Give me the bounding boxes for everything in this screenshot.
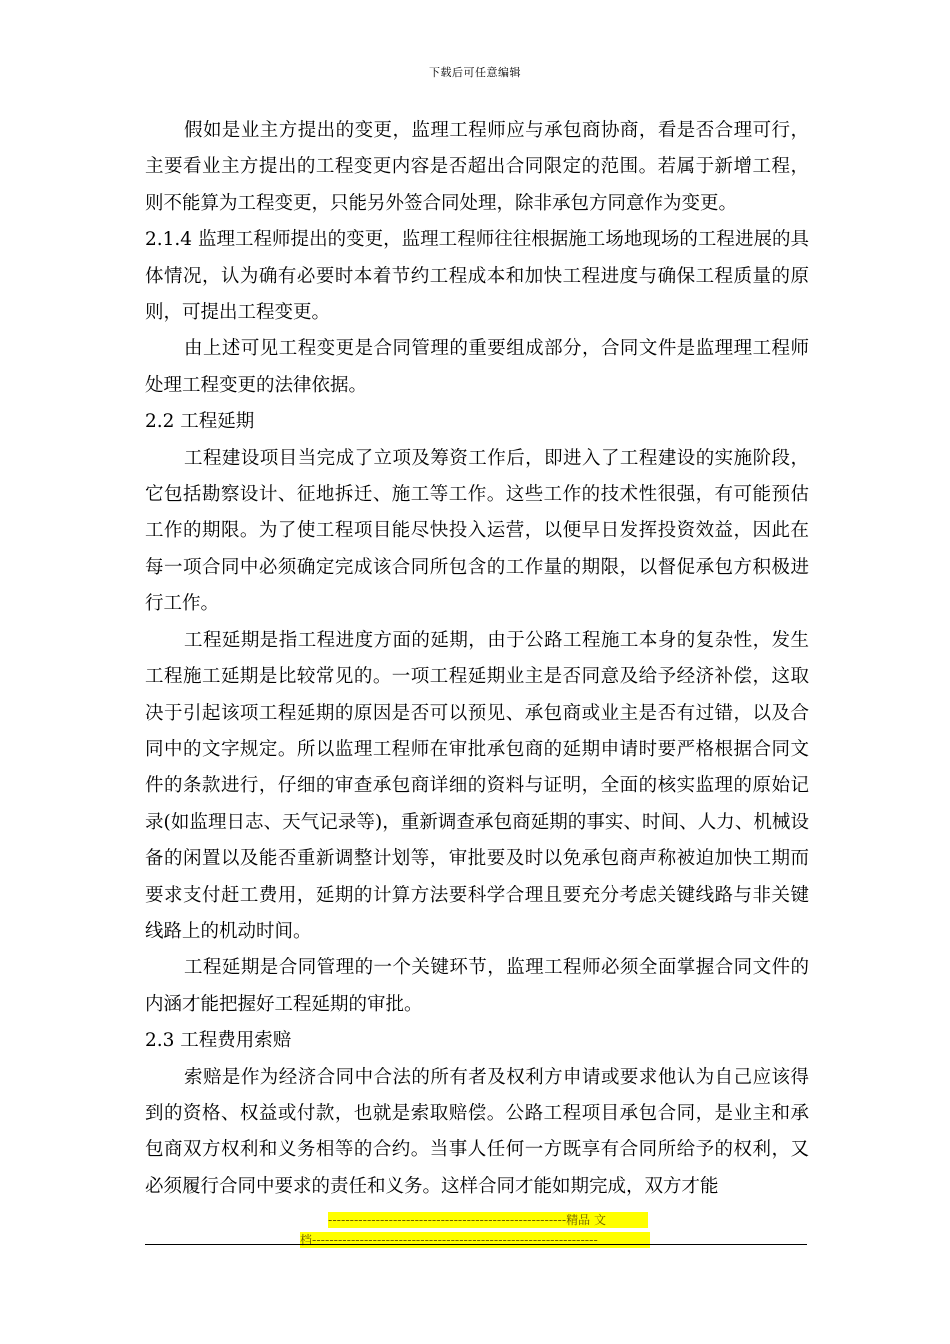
paragraph-claims: 索赔是作为经济合同中合法的所有者及权利方申请或要求他认为自己应该得到的资格、权益或付款，也就是索取赔偿。公路工程项目承包合同，是业主和承包商双方权利和义务相等的合约。当事人任何一方既享有合同所给予的权利，又必须履行合同中要求的责任和义务。这样合同才能如期完成，双方才能: [145, 1066, 809, 1197]
paragraph-contract-change-owner: 假如是业主方提出的变更，监理工程师应与承包商协商，看是否合理可行，主要看业主方提出的工程变更内容是否超出合同限定的范围。若属于新增工程，则不能算为工程变更，只能另外签合同处理，除非承包方同意作为变更。: [145, 120, 809, 214]
section-heading-2-3: 2.3 工程费用索赔: [145, 1030, 292, 1052]
section-2-1-4: 2.1.4 监理工程师提出的变更，监理工程师往往根据施工场地现场的工程进展的具体情况，认为确有必要时本着节约工程成本和加快工程进度与确保工程质量的原则，可提出工程变更。: [145, 229, 809, 324]
paragraph-construction-phase: 工程建设项目当完成了立项及筹资工作后，即进入了工程建设的实施阶段，它包括勘察设计、征地拆迁、施工等工作。这些工作的技术性很强，有可能预估工作的期限。为了使工程项目能尽快投入运营，以便早日发挥投资效益，因此在每一项合同中必须确定完成该合同所包含的工作量的期限，以督促承包方积极进行工作。: [145, 447, 809, 615]
footer-watermark: [300, 1212, 650, 1252]
paragraph-extension-definition: 工程延期是指工程进度方面的延期，由于公路工程施工本身的复杂性，发生工程施工延期是比较常见的。一项工程延期业主是否同意及给予经济补偿，这取决于引起该项工程延期的原因是否可以预见、承包商或业主是否有过错，以及合同中的文字规定。所以监理工程师在审批承包商的延期申请时要严格根据合同文件的条款进行，仔细的审查承包商详细的资料与证明，全面的核实监理的原始记录(如监理日志、天气记录等)，重新调查承包商延期的事实、时间、人力、机械设备的闲置以及能否重新调整计划等，审批要及时以免承包商声称被迫加快工期而要求支付赶工费用，延期的计算方法要科学合理且要充分考虑关键线路与非关键线路上的机动时间。: [145, 629, 809, 942]
paragraph-extension-summary: 工程延期是合同管理的一个关键环节，监理工程师必须全面掌握合同文件的内涵才能把握好工程延期的审批。: [145, 957, 809, 1015]
document-body: [145, 113, 809, 1205]
paragraph-change-summary: 由上述可见工程变更是合同管理的重要组成部分，合同文件是监理理工程师处理工程变更的法律依据。: [145, 338, 809, 396]
section-heading-2-2: 2.2 工程延期: [145, 411, 255, 433]
footer-line-2: 档------------------------------------------------------------------: [300, 1232, 650, 1248]
footer-line-1: -------------------------------------------------------精品 文: [328, 1212, 648, 1228]
page-header: 下载后可任意编辑: [429, 66, 521, 79]
footer-divider: [145, 1244, 807, 1245]
